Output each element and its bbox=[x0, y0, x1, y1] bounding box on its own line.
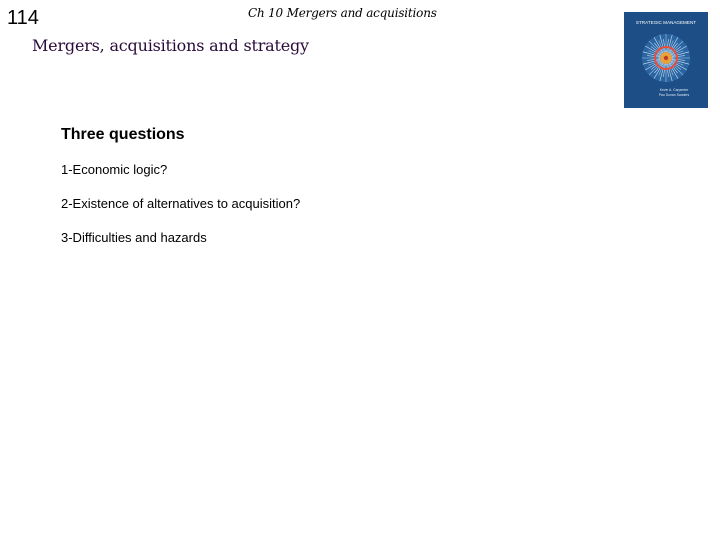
book-cover-image bbox=[624, 12, 708, 108]
cover-author-2: Pau Dunan Sanders bbox=[658, 93, 690, 97]
slide-number: 114 bbox=[7, 7, 39, 29]
cover-author-1: Kevin A. Carpenter bbox=[659, 88, 689, 92]
question-item: 3-Difficulties and hazards bbox=[61, 230, 207, 245]
chapter-title: Ch 10 Mergers and acquisitions bbox=[248, 6, 437, 20]
cover-starburst bbox=[642, 34, 690, 82]
slide-content bbox=[61, 125, 621, 264]
content-heading: Three questions bbox=[61, 126, 185, 143]
cover-title: STRATEGIC MANAGEMENT bbox=[635, 20, 697, 25]
question-item: 1-Economic logic? bbox=[61, 162, 168, 177]
question-item: 2-Existence of alternatives to acquisition? bbox=[61, 196, 301, 211]
slide-title: Mergers, acquisitions and strategy bbox=[32, 36, 309, 55]
